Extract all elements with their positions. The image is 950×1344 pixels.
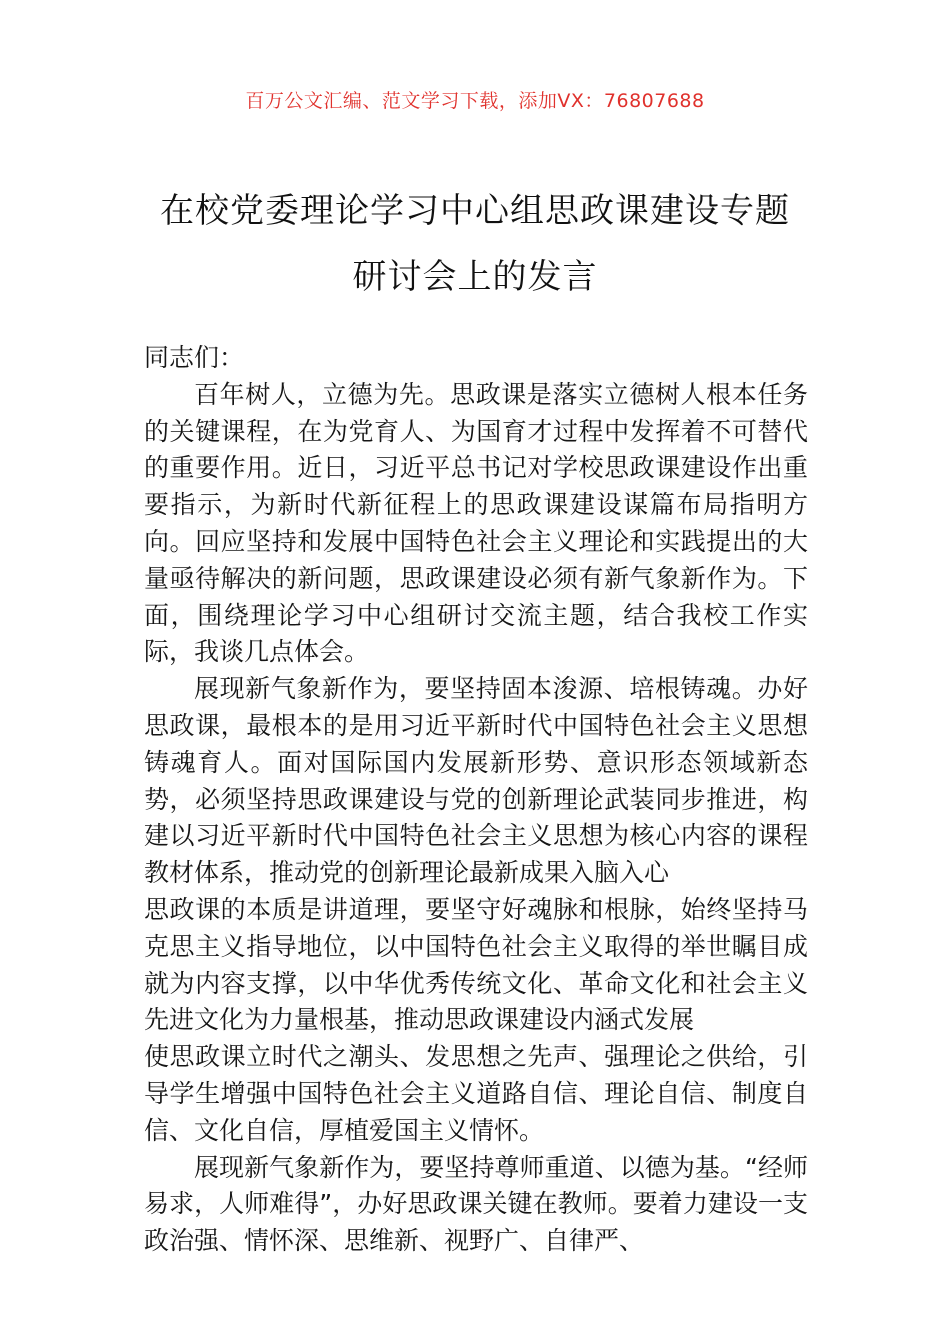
paragraph-1: 百年树人，立德为先。思政课是落实立德树人根本任务的关键课程，在为党育人、为国育才过程中发挥着不可替代的重要作用。近日，习近平总书记对学校思政课建设作出重要指示，为新时代新征程上的思政课建设谋篇布局指明方向。回应坚持和发展中国特色社会主义理论和实践提出的大量亟待解决的新问题，思政课建设必须有新气象新作为。下面，围绕理论学习中心组研讨交流主题，结合我校工作实际，我谈几点体会。 [144,379,808,667]
header-note: 百万公文汇编、范文学习下载，添加VX：76807688 [245,90,705,112]
title-line-2: 研讨会上的发言 [352,257,598,297]
paragraph-2-closing: 使思政课立时代之潮头、发思想之先声、强理论之供给，引导学生增强中国特色社会主义道路自信、理论自信、制度自信、文化自信，厚植爱国主义情怀。 [144,1042,808,1145]
paragraph-2: 展现新气象新作为，要坚持固本浚源、培根铸魂。办好思政课，最根本的是用习近平新时代中国特色社会主义思想铸魂育人。面对国际国内发展新形势、意识形态领域新态势，必须坚持思政课建设与党的创新理论武装同步推进，构建以习近平新时代中国特色社会主义思想为核心内容的课程教材体系，推动党的创新理论最新成果入脑入心 [144,674,808,888]
title-line-1: 在校党委理论学习中心组思政课建设专题 [160,191,790,231]
paragraph-2-continued: 思政课的本质是讲道理，要坚守好魂脉和根脉，始终坚持马克思主义指导地位，以中国特色社会主义取得的举世瞩目成就为内容支撑，以中华优秀传统文化、革命文化和社会主义先进文化为力量根基，推动思政课建设内涵式发展 [144,894,808,1035]
document-title [140,178,810,310]
salutation: 同志们： [144,343,245,372]
paragraph-3: 展现新气象新作为，要坚持尊师重道、以德为基。“经师易求，人师难得”，办好思政课关键在教师。要着力建设一支政治强、情怀深、思维新、视野广、自律严、 [144,1152,808,1256]
document-body [144,340,808,1260]
